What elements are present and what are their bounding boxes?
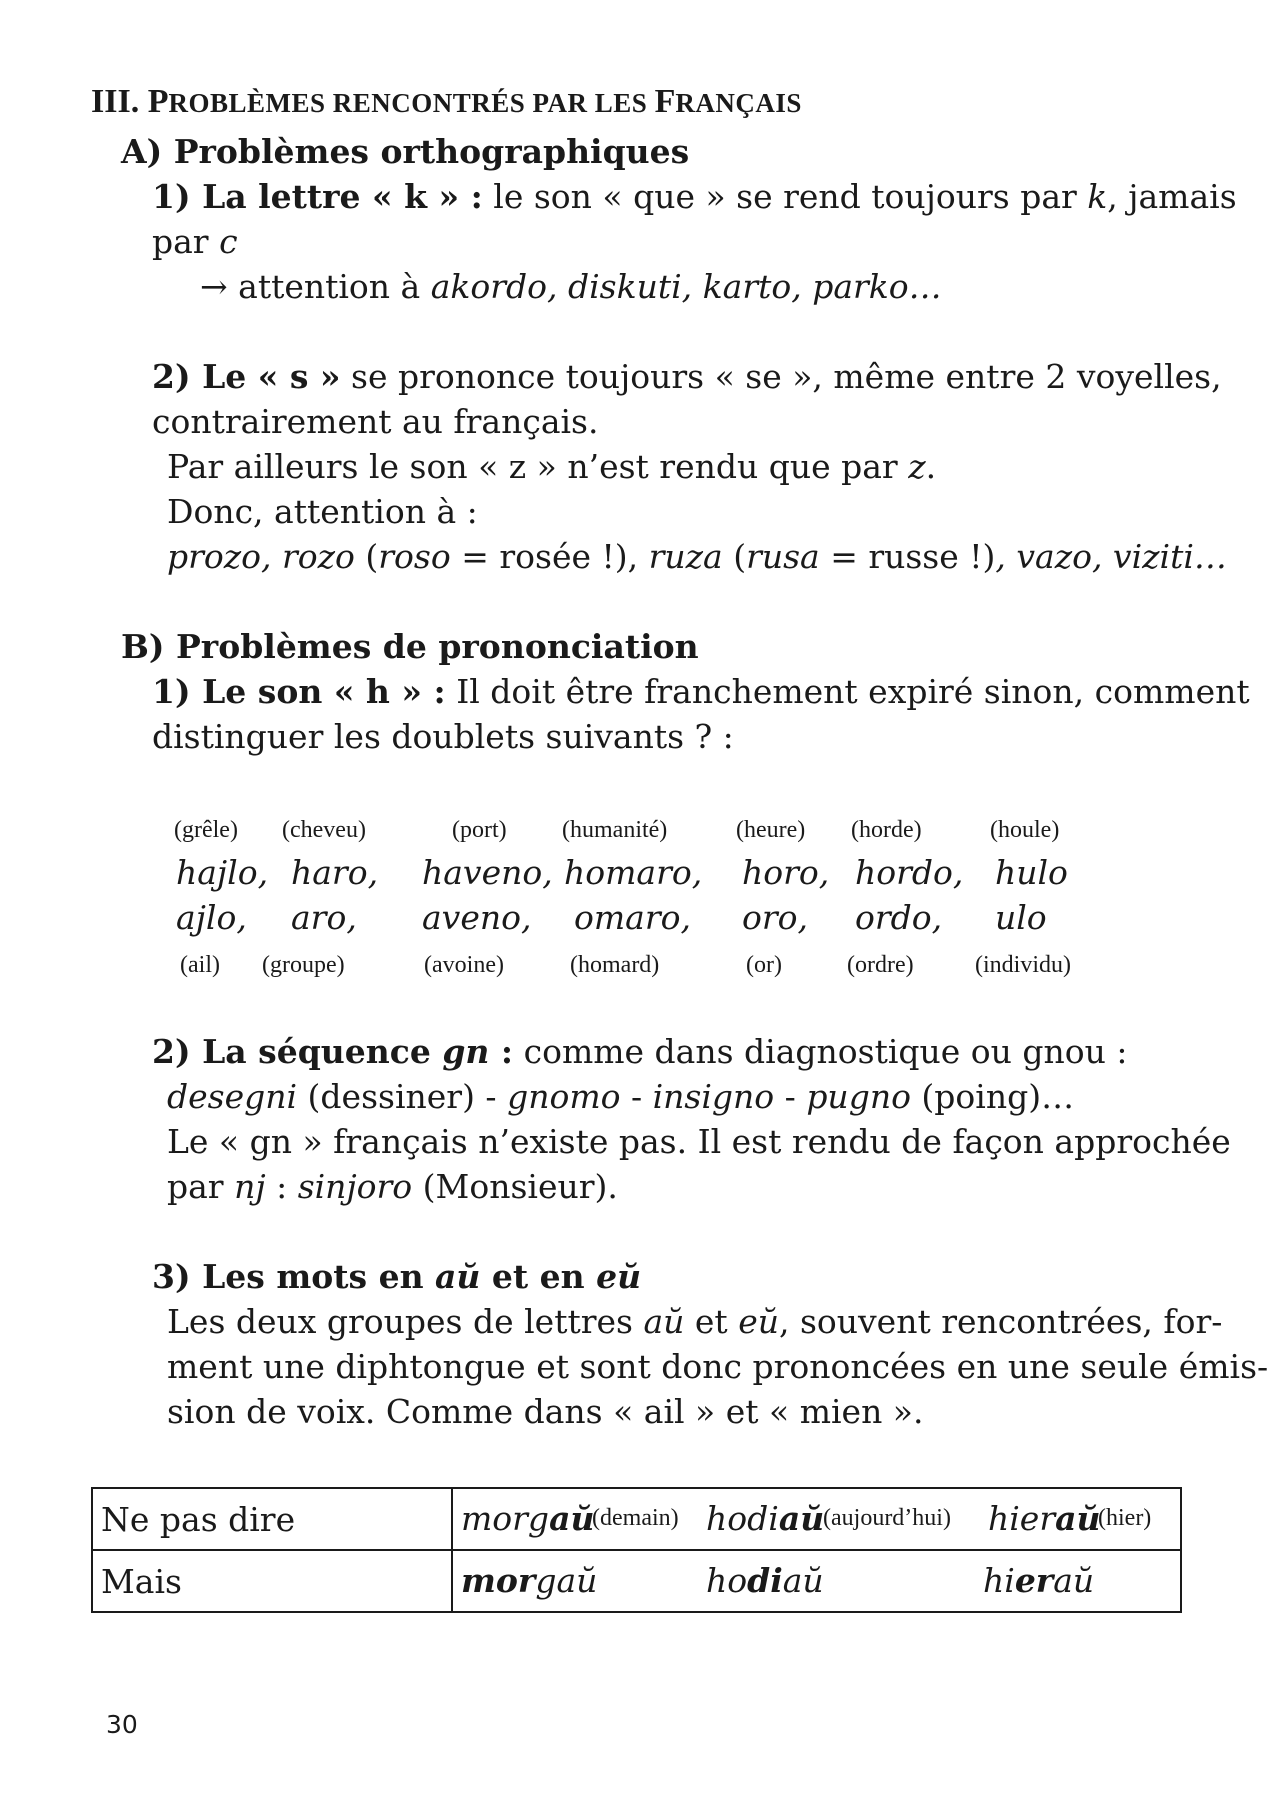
table-row [92, 1550, 1181, 1612]
b3-line3: sion de voix. Comme dans « ail » et « mien ». [167, 1392, 924, 1431]
doublet-word: oro, [742, 898, 808, 937]
doublet-h-word: haveno, [422, 853, 553, 892]
subsection-a-title: A) Problèmes orthographiques [121, 132, 690, 171]
b1-line1: 1) Le son « h » : Il doit être franchement expiré sinon, comment [152, 672, 1250, 711]
doublet-word: omaro, [574, 898, 691, 937]
doublet-word: aro, [291, 898, 357, 937]
doublet-bottom-gloss: (homard) [570, 952, 660, 978]
doublet-bottom-gloss: (ordre) [847, 952, 914, 978]
doublet-top-gloss: (grêle) [174, 817, 238, 843]
b3-line1: Les deux groupes de lettres aŭ et eŭ, souvent rencontrées, for- [167, 1302, 1223, 1341]
gloss-hier: (hier) [1098, 1505, 1152, 1531]
gloss-aujourdhui: (aujourd’hui) [823, 1505, 951, 1531]
b2-line1: 2) La séquence gn : comme dans diagnostique ou gnou : [152, 1032, 1128, 1071]
doublet-h-word: haro, [291, 853, 379, 892]
comparison-table [91, 1487, 1182, 1613]
doublet-bottom-gloss: (ail) [180, 952, 220, 978]
word-morgau-stressed: morgaŭ [461, 1561, 598, 1600]
b2-line4: par nj : sinjoro (Monsieur). [167, 1167, 618, 1206]
row-label-but: Mais [92, 1550, 452, 1612]
doublet-bottom-gloss: (individu) [975, 952, 1071, 978]
doublet-h-word: hajlo, [176, 853, 269, 892]
doublet-top-gloss: (humanité) [562, 817, 668, 843]
a2-line1: 2) Le « s » se prononce toujours « se », même entre 2 voyelles, [152, 357, 1222, 396]
doublet-word: aveno, [422, 898, 532, 937]
doublet-bottom-gloss: (groupe) [262, 952, 345, 978]
doublet-word: ajlo, [176, 898, 247, 937]
doublet-top-gloss: (heure) [736, 817, 806, 843]
row-label-dont-say: Ne pas dire [92, 1488, 452, 1550]
doublet-bottom-gloss: (or) [746, 952, 782, 978]
b1-line2: distinguer les doublets suivants ? : [152, 717, 734, 756]
doublet-top-gloss: (houle) [990, 817, 1060, 843]
doublet-h-word: horo, [742, 853, 830, 892]
word-hierau: hieraŭ [988, 1499, 1101, 1538]
word-hodiau-stressed: hodiaŭ [706, 1561, 824, 1600]
page-number: 30 [106, 1710, 138, 1739]
b2-examples: desegni (dessiner) - gnomo - insigno - pugno (poing)… [167, 1077, 1075, 1116]
table-row [92, 1488, 1181, 1550]
b3-title: 3) Les mots en aŭ et en eŭ [152, 1257, 642, 1296]
subsection-b-title: B) Problèmes de prononciation [121, 627, 699, 666]
a1-arrow-line: → attention à akordo, diskuti, karto, parko… [200, 267, 942, 306]
b3-line2: ment une diphtongue et sont donc prononcées en une seule émis- [167, 1347, 1269, 1386]
doublet-h-word: hordo, [855, 853, 964, 892]
a1-line2: par c [152, 222, 238, 261]
doublet-bottom-gloss: (avoine) [424, 952, 504, 978]
a1-line1: 1) La lettre « k » : le son « que » se rend toujours par k, jamais [152, 177, 1237, 216]
doublet-top-gloss: (horde) [851, 817, 922, 843]
b2-line3: Le « gn » français n’existe pas. Il est rendu de façon approchée [167, 1122, 1231, 1161]
a2-line3: Par ailleurs le son « z » n’est rendu que par z. [167, 447, 937, 486]
gloss-demain: (demain) [592, 1505, 679, 1531]
word-hierau-stressed: hieraŭ [983, 1561, 1095, 1600]
doublet-top-gloss: (port) [452, 817, 507, 843]
section-title: III. PROBLÈMES RENCONTRÉS PAR LES FRANÇAIS [91, 83, 802, 120]
doublet-h-word: hulo [995, 853, 1068, 892]
but-cell [452, 1550, 1181, 1612]
doublet-word: ulo [995, 898, 1047, 937]
dont-say-cell [452, 1488, 1181, 1550]
a2-line4: Donc, attention à : [167, 492, 478, 531]
word-hodiau: hodiaŭ [706, 1499, 825, 1538]
doublet-top-gloss: (cheveu) [282, 817, 366, 843]
word-morgau: morgaŭ [461, 1499, 595, 1538]
a2-line2: contrairement au français. [152, 402, 599, 441]
doublet-h-word: homaro, [564, 853, 703, 892]
doublet-word: ordo, [855, 898, 943, 937]
a2-examples: prozo, rozo (roso = rosée !), ruza (rusa = russe !), vazo, viziti… [167, 537, 1227, 576]
